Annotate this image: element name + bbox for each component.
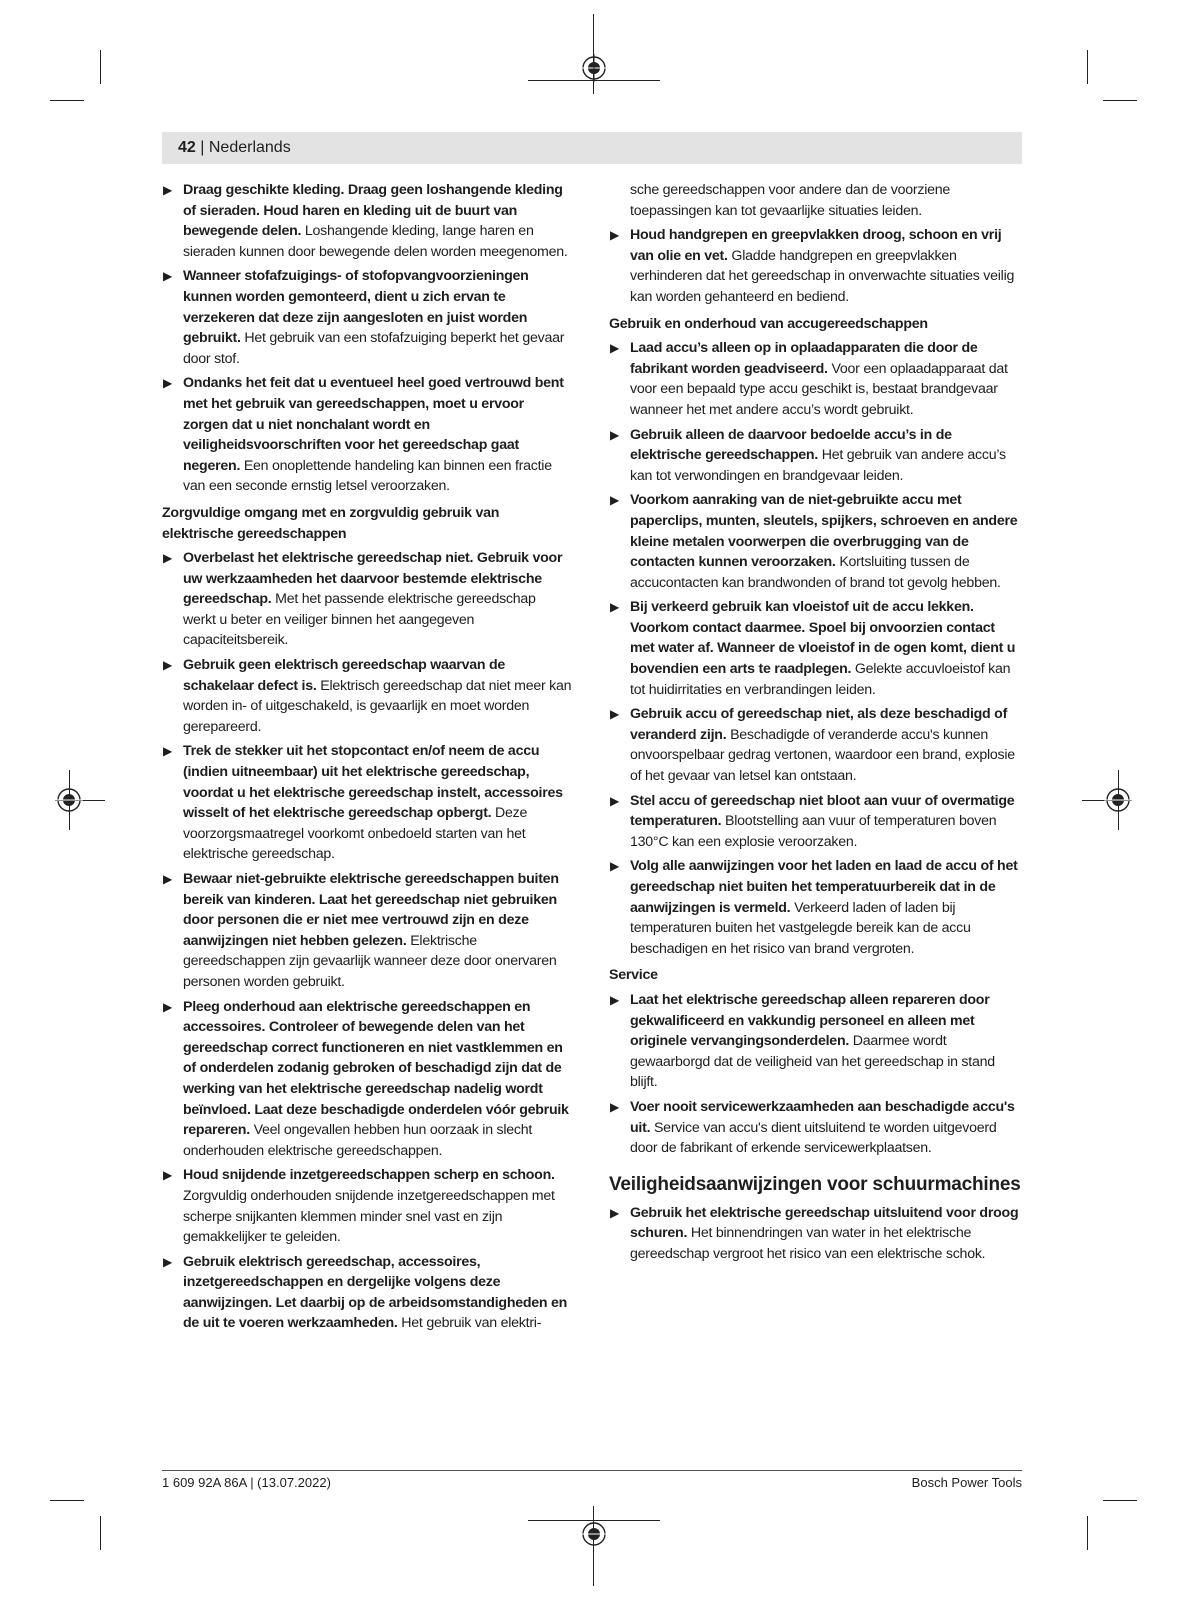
safety-instruction-item <box>162 548 572 651</box>
safety-list <box>162 548 572 1334</box>
safety-instruction-item <box>609 597 1023 700</box>
instruction-explanation: Beschadigde of veranderde accu's kunnen onvoorspelbaar gedrag vertonen, waardoor een brand, explosie of het gevaar van letsel kan ontstaan. <box>630 726 1015 785</box>
instruction-bold: Houd handgrepen en greepvlakken droog, schoon en vrij van olie en vet. <box>630 227 1002 264</box>
bullet-arrow-icon: ▶ <box>163 999 172 1014</box>
bullet-arrow-icon: ▶ <box>163 872 172 886</box>
bullet-arrow-icon: ▶ <box>610 1205 619 1220</box>
safety-instruction-item <box>162 655 572 737</box>
footer-rule <box>162 1470 1022 1471</box>
bullet-arrow-icon: ▶ <box>610 600 619 615</box>
instruction-bold: Laat het elektrische gereedschap alleen repareren door gekwalificeerd en vakkundig personeel en alleen met originele vervangingsonderdelen. <box>630 991 990 1050</box>
instruction-explanation: Een onoplettende handeling kan binnen een fractie van een seconde ernstig letsel veroorzaken. <box>183 457 552 495</box>
instruction-bold: Bij verkeerd gebruik kan vloeistof uit de accu lekken. Voorkom contact daarmee. Spoel bij onvoorzien contact met water af. Wanneer de vloeistof in de ogen komt, dient u bovendien een arts te raadplegen. <box>630 599 1016 678</box>
instruction-explanation: Kortsluiting tussen de accucontacten kan brandwonden of brand tot gevolg hebben. <box>630 554 1001 591</box>
instruction-explanation: Veel ongevallen hebben hun oorzaak in slecht onderhouden elektrische gereedschappen. <box>183 1122 533 1159</box>
instruction-bold: Voer nooit servicewerkzaamheden aan beschadigde accu's uit. <box>630 1098 1015 1136</box>
instruction-explanation: Het binnendringen van water in het elektrische gereedschap vergroot het risico van een elektrische schok. <box>630 1225 986 1262</box>
bullet-arrow-icon: ▶ <box>163 376 172 391</box>
crop-mark-br-h <box>1103 1500 1137 1501</box>
safety-instruction-item <box>609 425 1023 487</box>
instruction-bold: Gebruik accu of gereedschap niet, als deze beschadigd of veranderd zijn. <box>630 706 1008 743</box>
bullet-arrow-icon: ▶ <box>610 427 619 442</box>
safety-instruction-item <box>609 704 1023 786</box>
safety-list <box>609 990 1023 1159</box>
safety-list <box>609 1203 1023 1265</box>
instruction-bold: Gebruik het elektrische gereedschap uitsluitend voor droog schuren. <box>630 1204 1019 1242</box>
page-header-bar <box>162 132 1022 164</box>
safety-instruction-item <box>609 856 1023 959</box>
crop-mark-br-v <box>1087 1516 1088 1550</box>
subheading-careful-use: Zorgvuldige omgang met en zorgvuldig gebruik van elektrische gereedschappen <box>162 504 500 542</box>
bullet-arrow-icon: ▶ <box>163 744 172 759</box>
bullet-arrow-icon: ▶ <box>610 1099 619 1114</box>
safety-instruction-item <box>609 225 1023 307</box>
bullet-arrow-icon: ▶ <box>610 228 619 243</box>
bullet-arrow-icon: ▶ <box>163 1168 172 1183</box>
safety-instruction-item <box>609 1097 1023 1159</box>
right-column <box>609 180 1023 1269</box>
instruction-explanation: Gladde handgrepen en greepvlakken verhinderen dat het gereedschap in onverwachte situaties veilig kan worden gehanteerd en bediend. <box>630 247 1015 305</box>
instruction-bold: Bewaar niet-gebruikte elektrische gereedschappen buiten bereik van kinderen. Laat het gereedschap niet gebruiken door personen die er niet mee vertrouwd zijn en deze aanwijzingen niet hebben gelezen. <box>183 871 559 949</box>
instruction-bold: Voorkom aanraking van de niet-gebruikte accu met paperclips, munten, sleutels, spijkers, schroeven en andere kleine metalen voorwerpen die overbrugging van de contacten kunnen veroorzaken. <box>630 492 1018 571</box>
safety-instruction-item <box>162 997 572 1162</box>
safety-instruction-item <box>609 1203 1023 1265</box>
header-separator: | <box>200 139 205 156</box>
instruction-bold: Draag geschikte kleding. Draag geen loshangende kleding of sieraden. Houd haren en kleding uit de buurt van bewegende delen. <box>183 182 563 240</box>
instruction-explanation: Elektrische gereedschappen zijn gevaarlijk wanneer deze door onervaren personen worden gebruikt. <box>183 932 557 990</box>
instruction-bold: Laad accu’s alleen op in oplaadapparaten die door de fabrikant worden geadviseerd. <box>630 340 978 377</box>
safety-instruction-item <box>162 373 572 497</box>
instruction-explanation: Gelekte accuvloeistof kan tot huidirritaties en verbrandingen leiden. <box>630 661 1011 698</box>
page-header <box>178 138 291 158</box>
instruction-explanation: Het gebruik van elektri- <box>397 1315 542 1332</box>
continued-paragraph: sche gereedschappen voor andere dan de voorziene toepassingen kan tot gevaarlijke situaties leiden. <box>630 182 951 219</box>
instruction-explanation: Het gebruik van een stofafzuiging beperkt het gevaar door stof. <box>183 330 565 367</box>
bullet-arrow-icon: ▶ <box>610 707 619 722</box>
instruction-explanation: Service van accu's dient uitsluitend te worden uitgevoerd door de fabrikant of erkende servicewerkplaatsen. <box>630 1119 997 1157</box>
header-language: Nederlands <box>208 139 291 156</box>
instruction-explanation: Deze voorzorgsmaatregel voorkomt onbedoeld starten van het elektrische gereedschap. <box>183 805 528 863</box>
left-column <box>162 180 572 1338</box>
instruction-bold: Volg alle aanwijzingen voor het laden en laad de accu of het gereedschap niet buiten het temperatuurbereik dat in de aanwijzingen is vermeld. <box>630 858 1018 916</box>
instruction-explanation: Het gebruik van andere accu’s kan tot verwondingen en brandgevaar leiden. <box>630 447 1006 484</box>
bullet-arrow-icon: ▶ <box>163 551 172 566</box>
subheading-battery-tools: Gebruik en onderhoud van accugereedschappen <box>609 315 928 332</box>
instruction-explanation: Blootstelling aan vuur of temperaturen boven 130°C kan een explosie veroorzaken. <box>630 813 997 850</box>
bullet-arrow-icon: ▶ <box>610 859 619 874</box>
instruction-explanation: Zorgvuldig onderhouden snijdende inzetgereedschappen met scherpe snijkanten klemmen minder snel vast en zijn gemakkelijker te geleiden. <box>183 1187 555 1246</box>
safety-instruction-item <box>162 741 572 865</box>
safety-instruction-item <box>162 1165 572 1247</box>
bullet-arrow-icon: ▶ <box>610 793 619 808</box>
bullet-arrow-icon: ▶ <box>163 269 172 284</box>
instruction-bold: Gebruik geen elektrisch gereedschap waarvan de schakelaar defect is. <box>183 657 506 694</box>
instruction-explanation: Elektrisch gereedschap dat niet meer kan worden in- of uitgeschakeld, is gevaarlijk en moet worden gerepareerd. <box>183 677 572 735</box>
registration-mark-icon <box>580 1520 608 1548</box>
instruction-explanation: Verkeerd laden of laden bij temperaturen buiten het vastgelegde bereik kan de accu beschadigen en het risico van brand vergroten. <box>630 899 971 957</box>
section-title-sanders: Veiligheidsaanwijzingen voor schuurmachines <box>609 1173 1021 1195</box>
instruction-explanation: Loshangende kleding, lange haren en sieraden kunnen door bewegende delen worden meegenomen. <box>183 223 568 260</box>
safety-instruction-item <box>162 1252 572 1334</box>
crop-mark-tl-v <box>100 50 101 84</box>
safety-instruction-item <box>609 791 1023 853</box>
bullet-arrow-icon: ▶ <box>163 183 172 197</box>
safety-instruction-item <box>609 338 1023 420</box>
registration-mark-icon <box>1104 786 1132 814</box>
page-number: 42 <box>178 139 196 156</box>
instruction-bold: Stel accu of gereedschap niet bloot aan vuur of overmatige temperaturen. <box>630 792 1015 830</box>
crop-mark-tr-v <box>1087 50 1088 84</box>
safety-list <box>609 225 1023 307</box>
instruction-bold: Pleeg onderhoud aan elektrische gereedschappen en accessoires. Controleer of bewegende delen van het gereedschap correct functioneren en niet vastklemmen en of onderdelen zodanig gebroken of beschadigd zijn dat de werking van het elektrische gereedschap nadelig wordt beïnvloed. Laat deze beschadigde onderdelen vóór gebruik repareren. <box>183 998 569 1139</box>
footer-document-id: 1 609 92A 86A | (13.07.2022) <box>162 1475 331 1490</box>
bullet-arrow-icon: ▶ <box>610 341 619 356</box>
instruction-explanation: Voor een oplaadapparaat dat voor een bepaald type accu geschikt is, bestaat brandgevaar wanneer het met andere accu’s wordt gebruikt. <box>630 360 1008 418</box>
subheading-service: Service <box>609 967 658 984</box>
instruction-explanation: Daarmee wordt gewaarborgd dat de veiligheid van het gereedschap in stand blijft. <box>630 1033 995 1091</box>
crop-mark-bl-h <box>50 1500 84 1501</box>
safety-instruction-item <box>162 266 572 369</box>
footer-brand: Bosch Power Tools <box>911 1475 1022 1490</box>
instruction-bold: Wanneer stofafzuigings- of stofopvangvoorzieningen kunnen worden gemonteerd, dient u zich ervan te verzekeren dat deze zijn aangesloten en juist worden gebruikt. <box>183 268 529 347</box>
safety-list <box>162 180 572 497</box>
registration-mark-icon <box>580 54 608 82</box>
instruction-bold: Overbelast het elektrische gereedschap niet. Gebruik voor uw werkzaamheden het daarvoor bestemde elektrische gereedschap. <box>183 550 563 608</box>
safety-instruction-item <box>609 490 1023 593</box>
safety-instruction-item <box>609 990 1023 1093</box>
bullet-arrow-icon: ▶ <box>610 992 619 1007</box>
bullet-arrow-icon: ▶ <box>610 493 619 508</box>
crop-mark-tr-h <box>1103 100 1137 101</box>
safety-instruction-item <box>162 869 572 993</box>
instruction-bold: Ondanks het feit dat u eventueel heel goed vertrouwd bent met het gebruik van gereedschappen, moet u ervoor zorgen dat u niet nonchalant wordt en veiligheidsvoorschriften voor het gereedschap gaat negeren. <box>183 375 564 474</box>
crop-mark-bl-v <box>100 1516 101 1550</box>
instruction-bold: Trek de stekker uit het stopcontact en/of neem de accu (indien uitneembaar) uit het elektrische gereedschap, voordat u het elektrische gereedschap instelt, accessoires wisselt of het elektrische gereedschap opbergt. <box>183 743 563 822</box>
instruction-bold: Houd snijdende inzetgereedschappen scherp en schoon. <box>183 1167 555 1184</box>
bullet-arrow-icon: ▶ <box>163 658 172 673</box>
instruction-bold: Gebruik elektrisch gereedschap, accessoires, inzetgereedschappen en dergelijke volgens deze aanwijzingen. Let daarbij op de arbeidsomstandigheden en de uit te voeren werkzaamheden. <box>183 1253 568 1332</box>
registration-mark-icon <box>55 786 83 814</box>
crop-mark-tl-h <box>50 100 84 101</box>
safety-list <box>609 338 1023 959</box>
safety-instruction-item <box>162 180 572 262</box>
bullet-arrow-icon: ▶ <box>163 1254 172 1269</box>
instruction-bold: Gebruik alleen de daarvoor bedoelde accu’s in de elektrische gereedschappen. <box>630 426 952 464</box>
instruction-explanation: Met het passende elektrische gereedschap werkt u beter en veiliger binnen het aangegeven capaciteitsbereik. <box>183 591 536 649</box>
